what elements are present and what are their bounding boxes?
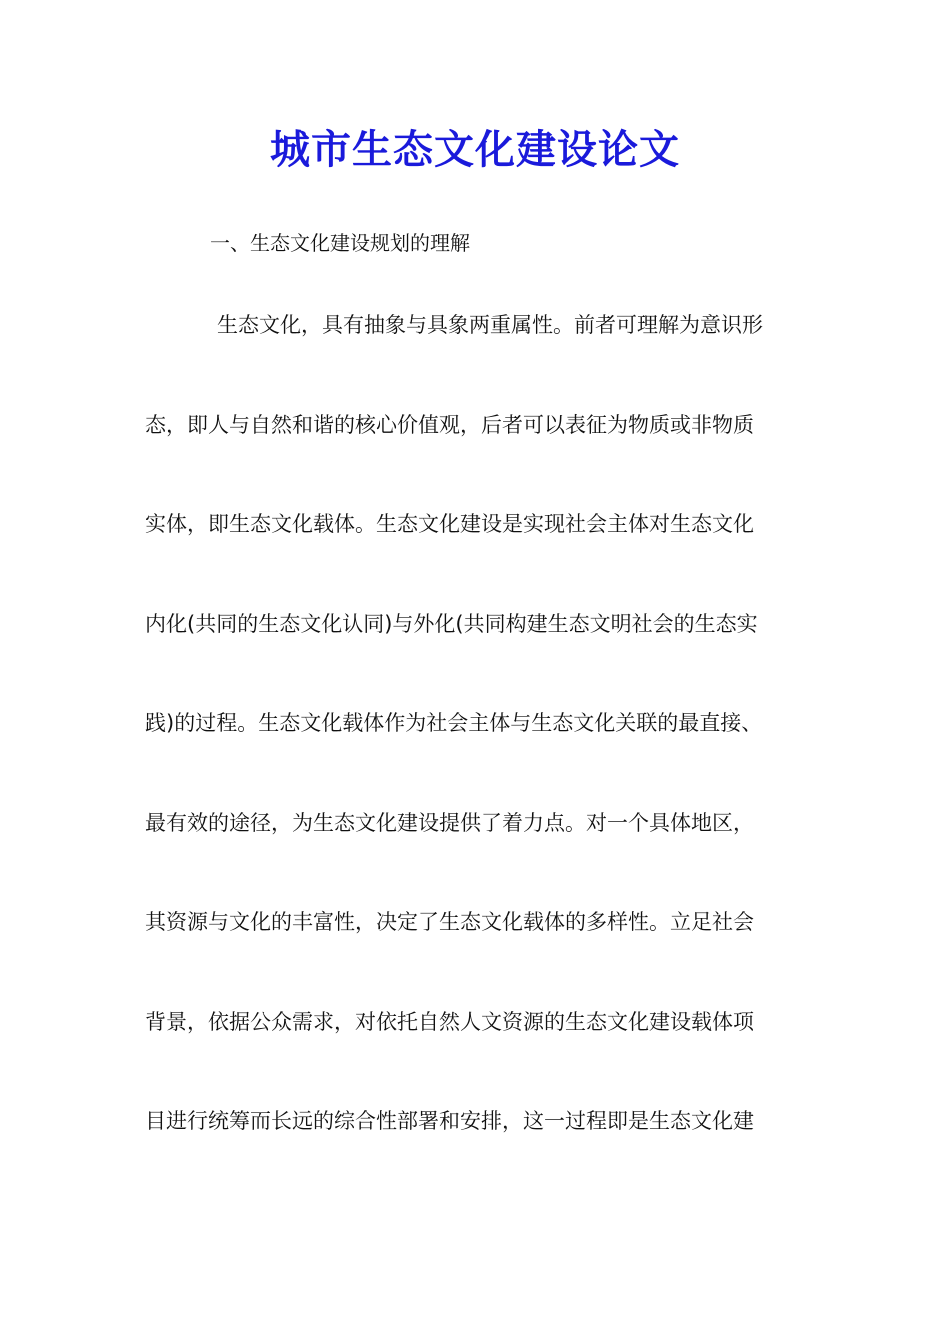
paragraph-line: 最有效的途径，为生态文化建设提供了着力点。对一个具体地区，	[145, 810, 754, 835]
paragraph-line: 实体，即生态文化载体。生态文化建设是实现社会主体对生态文化	[145, 512, 754, 536]
paragraph-line: 内化(共同的生态文化认同)与外化(共同构建生态文明社会的生态实	[145, 611, 758, 636]
paragraph-line: 生态文化，具有抽象与具象两重属性。前者可理解为意识形	[217, 313, 763, 337]
document-title: 城市生态文化建设论文	[270, 126, 680, 173]
paragraph-line: 践)的过程。生态文化载体作为社会主体与生态文化关联的最直接、	[145, 711, 763, 735]
body-paragraph	[145, 305, 810, 1201]
section-heading: 一、生态文化建设规划的理解	[210, 231, 470, 255]
paragraph-line: 其资源与文化的丰富性，决定了生态文化载体的多样性。立足社会	[145, 910, 754, 934]
paragraph-line: 背景，依据公众需求，对依托自然人文资源的生态文化建设载体项	[145, 1009, 754, 1034]
paragraph-line: 态，即人与自然和谐的核心价值观，后者可以表征为物质或非物质	[145, 412, 754, 437]
paragraph-line: 目进行统筹而长远的综合性部署和安排，这一过程即是生态文化建	[145, 1109, 754, 1133]
